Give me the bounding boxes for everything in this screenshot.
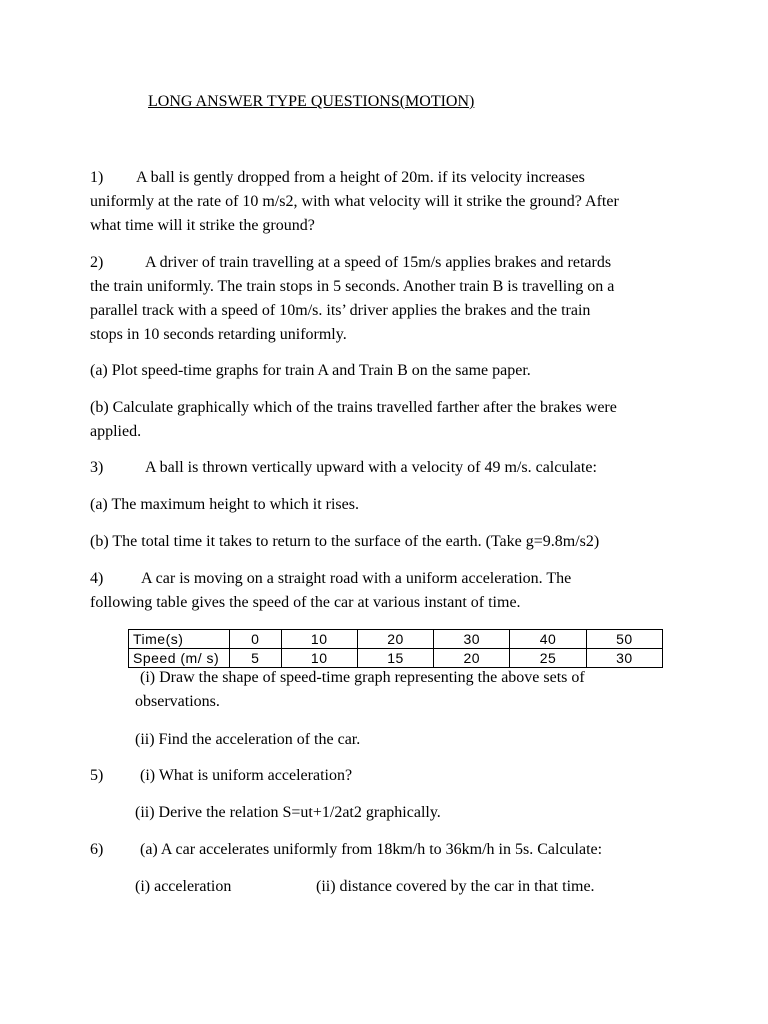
sub-question: (ii) Find the acceleration of the car. bbox=[135, 731, 361, 748]
table-cell: 10 bbox=[281, 649, 357, 668]
table-cell: 20 bbox=[357, 630, 433, 649]
table-cell: 30 bbox=[586, 649, 662, 668]
table-cell: Time(s) bbox=[129, 630, 230, 649]
sub-question: (i) What is uniform acceleration? bbox=[140, 767, 353, 784]
sub-question: observations. bbox=[135, 693, 220, 710]
sub-question: (ii) Derive the relation S=ut+1/2at2 graphically. bbox=[135, 804, 441, 821]
question-text: parallel track with a speed of 10m/s. its’ driver applies the brakes and the train bbox=[90, 302, 591, 319]
sub-question: (i) acceleration bbox=[135, 878, 232, 895]
table-cell: 0 bbox=[230, 630, 282, 649]
question-number: 5) bbox=[90, 767, 104, 784]
question-text: A ball is thrown vertically upward with a velocity of 49 m/s. calculate: bbox=[145, 459, 597, 476]
page-title: LONG ANSWER TYPE QUESTIONS(MOTION) bbox=[148, 93, 475, 110]
sub-question: (a) Plot speed-time graphs for train A and Train B on the same paper. bbox=[90, 362, 531, 379]
question-text: what time will it strike the ground? bbox=[90, 217, 315, 234]
question-text: stops in 10 seconds retarding uniformly. bbox=[90, 326, 347, 343]
sub-question: (a) The maximum height to which it rises. bbox=[90, 496, 359, 513]
sub-question: applied. bbox=[90, 423, 142, 440]
sub-question: (b) The total time it takes to return to the surface of the earth. (Take g=9.8m/s2) bbox=[90, 533, 600, 550]
table-cell: 10 bbox=[281, 630, 357, 649]
table-cell: 15 bbox=[357, 649, 433, 668]
question-text: uniformly at the rate of 10 m/s2, with what velocity will it strike the ground? After bbox=[90, 193, 619, 210]
table-cell: 30 bbox=[434, 630, 510, 649]
table-cell: 40 bbox=[510, 630, 586, 649]
sub-question: (i) Draw the shape of speed-time graph representing the above sets of bbox=[140, 669, 585, 686]
question-number: 4) bbox=[90, 570, 104, 587]
question-text: A ball is gently dropped from a height of 20m. if its velocity increases bbox=[136, 169, 585, 186]
question-text: (a) A car accelerates uniformly from 18km/h to 36km/h in 5s. Calculate: bbox=[140, 841, 603, 858]
question-number: 2) bbox=[90, 254, 104, 271]
table-cell: 25 bbox=[510, 649, 586, 668]
table-cell: 20 bbox=[434, 649, 510, 668]
question-text: A driver of train travelling at a speed of 15m/s applies brakes and retards bbox=[145, 254, 612, 271]
table-cell: Speed (m/ s) bbox=[129, 649, 230, 668]
question-text: following table gives the speed of the car at various instant of time. bbox=[90, 594, 521, 611]
question-number: 3) bbox=[90, 459, 104, 476]
table-cell: 50 bbox=[586, 630, 662, 649]
table-row bbox=[129, 649, 663, 668]
question-text: the train uniformly. The train stops in 5 seconds. Another train B is travelling on a bbox=[90, 278, 615, 295]
question-text: A car is moving on a straight road with a uniform acceleration. The bbox=[141, 570, 572, 587]
question-number: 6) bbox=[90, 841, 104, 858]
sub-question: (b) Calculate graphically which of the trains travelled farther after the brakes were bbox=[90, 399, 617, 416]
table-cell: 5 bbox=[230, 649, 282, 668]
question-number: 1) bbox=[90, 169, 104, 186]
sub-question: (ii) distance covered by the car in that time. bbox=[316, 878, 595, 895]
speed-time-table bbox=[128, 629, 663, 668]
table-row bbox=[129, 630, 663, 649]
